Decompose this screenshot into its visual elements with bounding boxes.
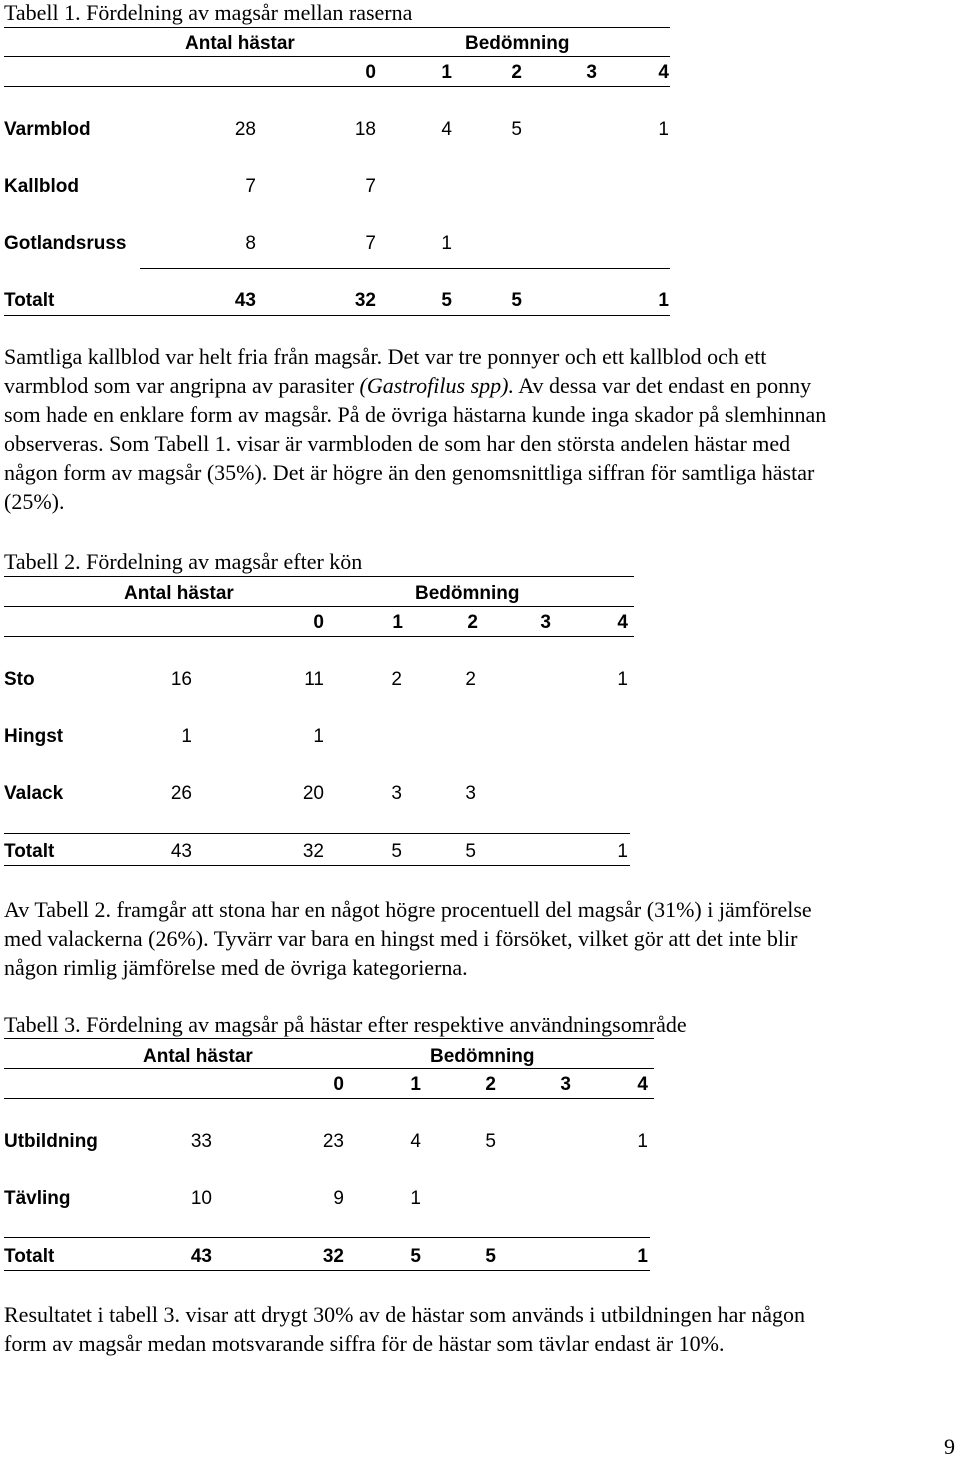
table2-grade-0: 0 — [313, 612, 324, 633]
table3-row-label: Utbildning — [4, 1131, 98, 1152]
table1-cell: 1 — [441, 233, 452, 254]
table2-grade-rule — [4, 636, 634, 637]
paragraph-1-line: någon form av magsår (35%). Det är högre än den genomsnittliga siffran för samtliga hästar — [4, 460, 815, 485]
table1-header-rule — [4, 56, 670, 57]
table3-row-count: 10 — [190, 1188, 212, 1209]
page-number: 9 — [944, 1434, 955, 1459]
table3-total-cell: 32 — [322, 1246, 344, 1267]
table3-header-count: Antal hästar — [143, 1046, 253, 1067]
table2-total-label: Totalt — [4, 841, 55, 862]
table3-grade-rule — [4, 1098, 654, 1099]
table2-cell: 1 — [617, 669, 628, 690]
table2-row-label: Sto — [4, 669, 35, 690]
table2-total-cell: 5 — [465, 841, 476, 862]
table1-caption: Tabell 1. Fördelning av magsår mellan raserna — [4, 0, 413, 25]
table2-header-count: Antal hästar — [124, 583, 234, 604]
table3-header-rule — [4, 1068, 654, 1069]
table3-caption: Tabell 3. Fördelning av magsår på hästar efter respektive användningsområde — [4, 1012, 687, 1037]
table2-cell: 3 — [391, 783, 402, 804]
table1-cell: 7 — [365, 233, 376, 254]
table2-cell: 2 — [465, 669, 476, 690]
table2-cell: 2 — [391, 669, 402, 690]
table3-cell: 5 — [485, 1131, 496, 1152]
table1-grade-2: 2 — [511, 62, 522, 83]
table2-grade-2: 2 — [467, 612, 478, 633]
table1-grade-rule — [4, 86, 670, 87]
table3-total-count: 43 — [190, 1246, 212, 1267]
table2-total-cell: 1 — [617, 841, 628, 862]
table2-grade-3: 3 — [540, 612, 551, 633]
table3-row-count: 33 — [190, 1131, 212, 1152]
table3-grade-4: 4 — [637, 1074, 648, 1095]
table1-total-label: Totalt — [4, 290, 55, 311]
paragraph-3-line: Resultatet i tabell 3. visar att drygt 30% av de hästar som används i utbildningen har någon — [4, 1302, 805, 1327]
table1-grade-3: 3 — [586, 62, 597, 83]
paragraph-1-line: observeras. Som Tabell 1. visar är varmbloden de som har den största andelen hästar med — [4, 431, 791, 456]
table3-row-label: Tävling — [4, 1188, 71, 1209]
paragraph-3-line: form av magsår medan motsvarande siffra för de hästar som tävlar endast är 10%. — [4, 1331, 725, 1356]
table3-header-grade: Bedömning — [430, 1046, 535, 1067]
table2-row-label: Valack — [4, 783, 64, 804]
table3-total-rule — [4, 1237, 650, 1238]
table2-cell: 20 — [302, 783, 324, 804]
table1-top-rule — [4, 27, 670, 28]
table2-total-cell: 32 — [302, 841, 324, 862]
table1-grade-1: 1 — [441, 62, 452, 83]
table1-total-cell: 5 — [441, 290, 452, 311]
table3-cell: 1 — [410, 1188, 421, 1209]
table3-cell: 4 — [410, 1131, 421, 1152]
table3-cell: 23 — [322, 1131, 344, 1152]
table2-header-grade: Bedömning — [415, 583, 520, 604]
table3-grade-2: 2 — [485, 1074, 496, 1095]
paragraph-2-line: med valackerna (26%). Tyvärr var bara en hingst med i försöket, vilket gör att det inte blir — [4, 926, 798, 951]
paragraph-2-line: någon rimlig jämförelse med de övriga kategorierna. — [4, 955, 468, 980]
table2-row-count: 16 — [170, 669, 192, 690]
table2-cell: 3 — [465, 783, 476, 804]
table1-grade-4: 4 — [658, 62, 669, 83]
paragraph-1-line: (25%). — [4, 489, 65, 514]
table2-grade-1: 1 — [392, 612, 403, 633]
table3-bottom-rule — [4, 1270, 650, 1271]
table2-row-count: 26 — [170, 783, 192, 804]
table2-total-count: 43 — [170, 841, 192, 862]
table1-cell: 5 — [511, 119, 522, 140]
table1-row-count: 28 — [234, 119, 256, 140]
table3-grade-0: 0 — [333, 1074, 344, 1095]
table3-total-cell: 5 — [485, 1246, 496, 1267]
table1-cell: 18 — [354, 119, 376, 140]
table1-total-count: 43 — [234, 290, 256, 311]
table1-row-count: 8 — [245, 233, 256, 254]
table3-cell: 1 — [637, 1131, 648, 1152]
table1-row-label: Gotlandsruss — [4, 233, 127, 254]
table3-total-label: Totalt — [4, 1246, 55, 1267]
table2-grade-4: 4 — [617, 612, 628, 633]
table2-row-count: 1 — [181, 726, 192, 747]
table1-total-rule — [140, 268, 670, 269]
table1-row-label: Kallblod — [4, 176, 79, 197]
table2-caption: Tabell 2. Fördelning av magsår efter kön — [4, 549, 363, 574]
table3-grade-3: 3 — [560, 1074, 571, 1095]
table3-total-cell: 1 — [637, 1246, 648, 1267]
table1-total-cell: 5 — [511, 290, 522, 311]
table1-cell: 7 — [365, 176, 376, 197]
paragraph-2-line: Av Tabell 2. framgår att stona har en något högre procentuell del magsår (31%) i jämförelse — [4, 897, 812, 922]
table2-row-label: Hingst — [4, 726, 64, 747]
table3-top-rule — [4, 1038, 654, 1039]
table1-total-cell: 32 — [354, 290, 376, 311]
table2-bottom-rule — [4, 865, 630, 866]
table1-row-count: 7 — [245, 176, 256, 197]
table1-cell: 1 — [658, 119, 669, 140]
table3-grade-1: 1 — [410, 1074, 421, 1095]
paragraph-1-line: varmblod som var angripna av parasiter (Gastrofilus spp). Av dessa var det endast en ponny — [4, 373, 812, 398]
table1-row-label: Varmblod — [4, 119, 91, 140]
table1-bottom-rule — [4, 315, 670, 316]
table1-header-count: Antal hästar — [185, 33, 295, 54]
paragraph-1-line: som hade en enklare form av magsår. På de övriga hästarna kunde inga skador på slemhinnan — [4, 402, 827, 427]
table1-grade-0: 0 — [365, 62, 376, 83]
table1-header-grade: Bedömning — [465, 33, 570, 54]
table2-cell: 11 — [304, 669, 324, 690]
table2-total-cell: 5 — [391, 841, 402, 862]
table1-total-cell: 1 — [658, 290, 669, 311]
paragraph-1-line: Samtliga kallblod var helt fria från magsår. Det var tre ponnyer och ett kallblod och ett — [4, 344, 767, 369]
table2-total-rule — [4, 833, 630, 834]
table2-header-rule — [4, 606, 634, 607]
table3-cell: 9 — [333, 1188, 344, 1209]
table3-total-cell: 5 — [410, 1246, 421, 1267]
table1-cell: 4 — [441, 119, 452, 140]
table2-cell: 1 — [313, 726, 324, 747]
table2-top-rule — [4, 576, 634, 577]
